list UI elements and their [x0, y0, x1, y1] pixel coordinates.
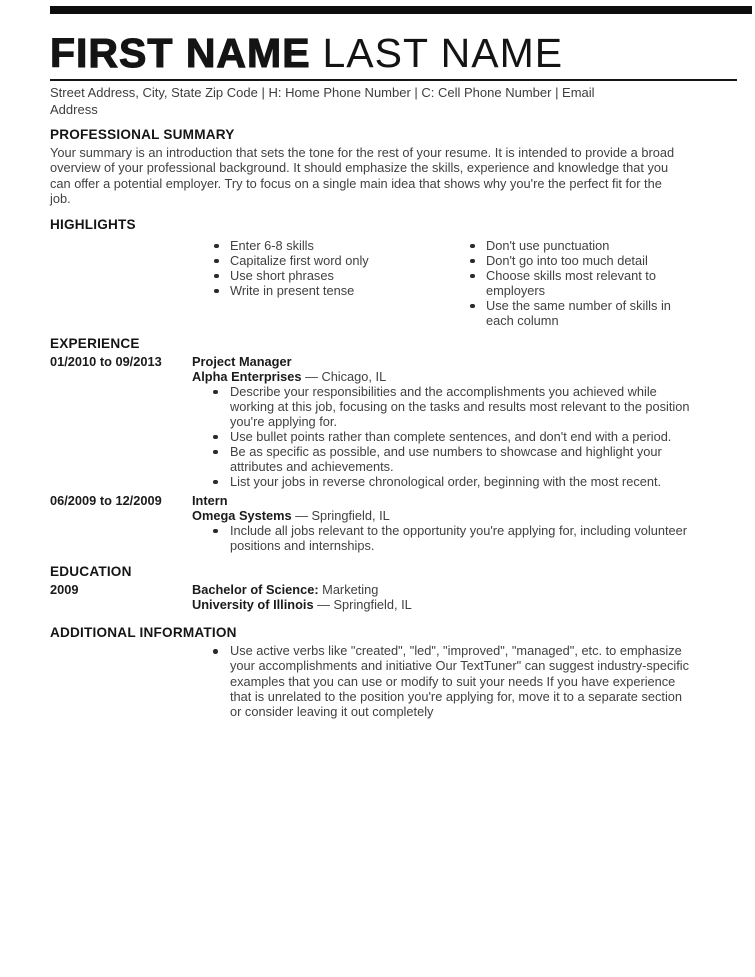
degree-line — [192, 582, 715, 597]
section-heading-professional-summary: PROFESSIONAL SUMMARY — [50, 127, 235, 142]
bullet-text: Include all jobs relevant to the opportunity you're applying for, including volunteer positions and internships. — [230, 523, 688, 554]
school-location: — Springfield, IL — [317, 597, 412, 613]
name-underline — [50, 79, 737, 81]
section-heading-education: EDUCATION — [50, 564, 132, 580]
list-item: Capitalize first word only — [212, 253, 452, 268]
list-item — [192, 429, 690, 444]
resume-header — [0, 0, 755, 118]
additional-info-list — [50, 643, 715, 719]
summary-paragraph: Your summary is an introduction that sets the tone for the rest of your resume. It is intended to provide a broad overview of your professional background. It should emphasize the skills, experience and knowledge that you can offer a potential employer. Try to focus on a single main idea that shows why you're the perfect fit for the job. — [50, 145, 675, 206]
section-heading-additional-information: ADDITIONAL INFORMATION — [50, 625, 237, 641]
job-dates: 01/2010 to 09/2013 — [50, 354, 162, 370]
education-year: 2009 — [50, 582, 79, 598]
candidate-name — [50, 27, 737, 79]
education-entry — [50, 582, 715, 612]
job-details — [192, 354, 715, 489]
bullet-text: Use bullet points rather than complete sentences, and don't end with a period. — [230, 429, 672, 445]
bullet-text: Describe your responsibilities and the accomplishments you achieved while working at this job, focusing on the tasks and results most relevant to the position you're applying for. — [230, 384, 690, 430]
degree-label: Bachelor of Science: — [192, 582, 319, 598]
bullet-text: Be as specific as possible, and use numbers to showcase and highlight your attributes and achievements. — [230, 444, 662, 475]
education-details — [192, 582, 715, 612]
job-title: Intern — [192, 493, 228, 509]
highlights-column-1 — [212, 238, 452, 328]
job-bullet-list — [192, 384, 690, 489]
job-company-line — [192, 508, 715, 523]
company-location: — Springfield, IL — [295, 508, 390, 524]
job-title: Project Manager — [192, 354, 292, 370]
company-name: Alpha Enterprises — [192, 369, 302, 385]
degree-field: Marketing — [322, 582, 379, 598]
list-item — [192, 523, 690, 553]
top-accent-bar — [50, 6, 752, 14]
list-item: Use short phrases — [212, 268, 452, 283]
highlights-column-2 — [468, 238, 696, 328]
section-heading-highlights: HIGHLIGHTS — [50, 217, 136, 233]
school-line — [192, 597, 715, 612]
school-name: University of Illinois — [192, 597, 314, 613]
company-name: Omega Systems — [192, 508, 292, 524]
list-item — [192, 444, 690, 474]
job-details — [192, 493, 715, 553]
highlights-columns — [50, 238, 715, 328]
job-dates: 06/2009 to 12/2009 — [50, 493, 162, 509]
job-bullet-list — [192, 523, 690, 553]
list-item — [50, 643, 715, 719]
list-item: Don't use punctuation — [468, 238, 696, 253]
experience-entry — [50, 354, 715, 489]
list-item: Use the same number of skills in each column — [468, 298, 696, 328]
list-item: Enter 6-8 skills — [212, 238, 452, 253]
list-item: Choose skills most relevant to employers — [468, 268, 696, 298]
list-item: Write in present tense — [212, 283, 452, 298]
section-heading-experience: EXPERIENCE — [50, 336, 140, 352]
list-item — [192, 474, 690, 489]
first-name: FIRST NAME — [50, 30, 311, 76]
experience-entry — [50, 493, 715, 553]
company-location: — Chicago, IL — [305, 369, 387, 385]
job-company-line — [192, 369, 715, 384]
list-item: Don't go into too much detail — [468, 253, 696, 268]
bullet-text: List your jobs in reverse chronological order, beginning with the most recent. — [230, 474, 662, 490]
last-name: LAST NAME — [322, 30, 564, 76]
resume-body — [0, 127, 755, 720]
contact-info: Street Address, City, State Zip Code | H: Home Phone Number | C: Cell Phone Number | Email Address — [50, 85, 595, 117]
list-item — [192, 384, 690, 429]
bullet-text: Use active verbs like "created", "led", "improved", "managed", etc. to emphasize your accomplishments and initiative Our TextTuner" can suggest industry-specific examples that you can use or modify to suit your needs If you have experience that is unrelated to the position you're applying for, move it to a separate section or consider leaving it out completely — [230, 643, 690, 720]
